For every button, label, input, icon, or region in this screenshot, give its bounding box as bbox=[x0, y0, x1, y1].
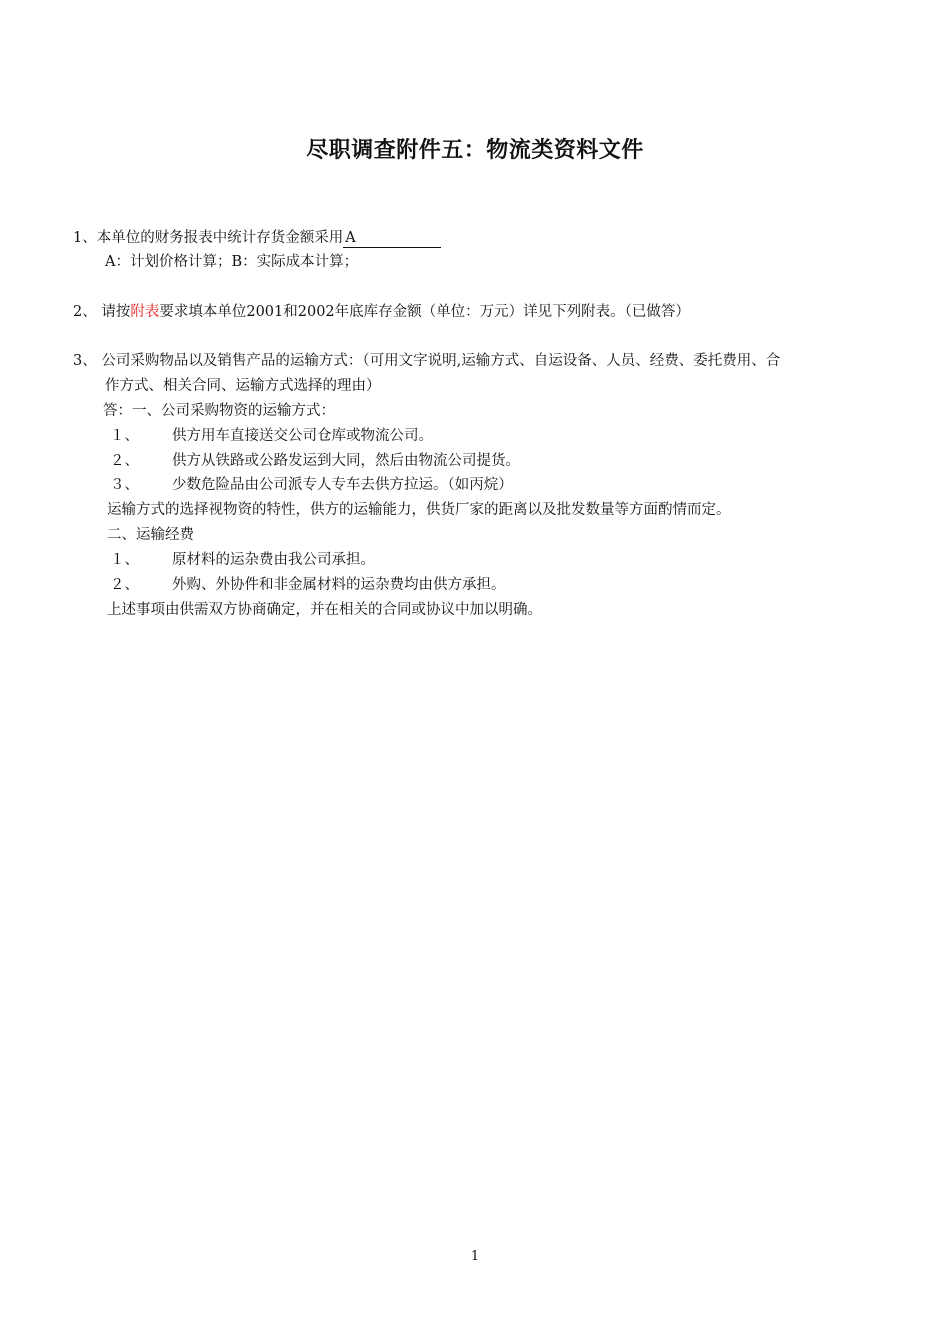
question-1-text: 1、本单位的财务报表中统计存货金额采用 bbox=[73, 230, 344, 246]
question-2 bbox=[73, 302, 690, 322]
question-3-line-1: 3、 公司采购物品以及销售产品的运输方式：（可用文字说明,运输方式、自运设备、人员、经费、委托费用、合 bbox=[73, 353, 781, 369]
list-item-number: ２、 bbox=[110, 577, 139, 593]
list-item bbox=[110, 575, 506, 595]
question-2-prefix: 2、 请按 bbox=[73, 304, 131, 320]
list-item bbox=[110, 475, 513, 495]
question-3-line-2: 作方式、相关合同、运输方式选择的理由） bbox=[105, 378, 381, 394]
list-item-text: 少数危险品由公司派专人专车去供方拉运。（如丙烷） bbox=[172, 477, 513, 493]
list-item-text: 原材料的运杂费由我公司承担。 bbox=[172, 552, 375, 568]
question-2-suffix: 要求填本单位2001和2002年底库存金额（单位：万元）详见下列附表。（已做答） bbox=[159, 304, 690, 320]
list-item-text: 供方用车直接送交公司仓库或物流公司。 bbox=[172, 428, 433, 444]
list-item-number: １、 bbox=[110, 428, 139, 444]
appendix-link[interactable]: 附表 bbox=[130, 304, 160, 320]
list-item-text: 供方从铁路或公路发运到大同，然后由物流公司提货。 bbox=[172, 453, 520, 469]
list-item-number: ３、 bbox=[110, 477, 139, 493]
list-item-number: ２、 bbox=[110, 453, 139, 469]
transport-note: 运输方式的选择视物资的特性，供方的运输能力，供货厂家的距离以及批发数量等方面酌情而定。 bbox=[107, 502, 731, 518]
section-2-heading: 二、运输经费 bbox=[107, 527, 194, 543]
question-1 bbox=[73, 228, 441, 248]
page-number: 1 bbox=[470, 1249, 480, 1264]
closing-statement: 上述事项由供需双方协商确定，并在相关的合同或协议中加以明确。 bbox=[107, 602, 542, 618]
answer-heading: 答：一、公司采购物资的运输方式： bbox=[103, 403, 335, 419]
list-item bbox=[110, 550, 375, 570]
list-item-number: １、 bbox=[110, 552, 139, 568]
list-item-text: 外购、外协件和非金属材料的运杂费均由供方承担。 bbox=[172, 577, 506, 593]
question-1-options: A：计划价格计算；B：实际成本计算； bbox=[105, 254, 359, 270]
question-1-answer-blank: A bbox=[343, 230, 441, 248]
list-item bbox=[110, 451, 520, 471]
list-item bbox=[110, 426, 433, 446]
page-title: 尽职调查附件五：物流类资料文件 bbox=[306, 138, 644, 163]
